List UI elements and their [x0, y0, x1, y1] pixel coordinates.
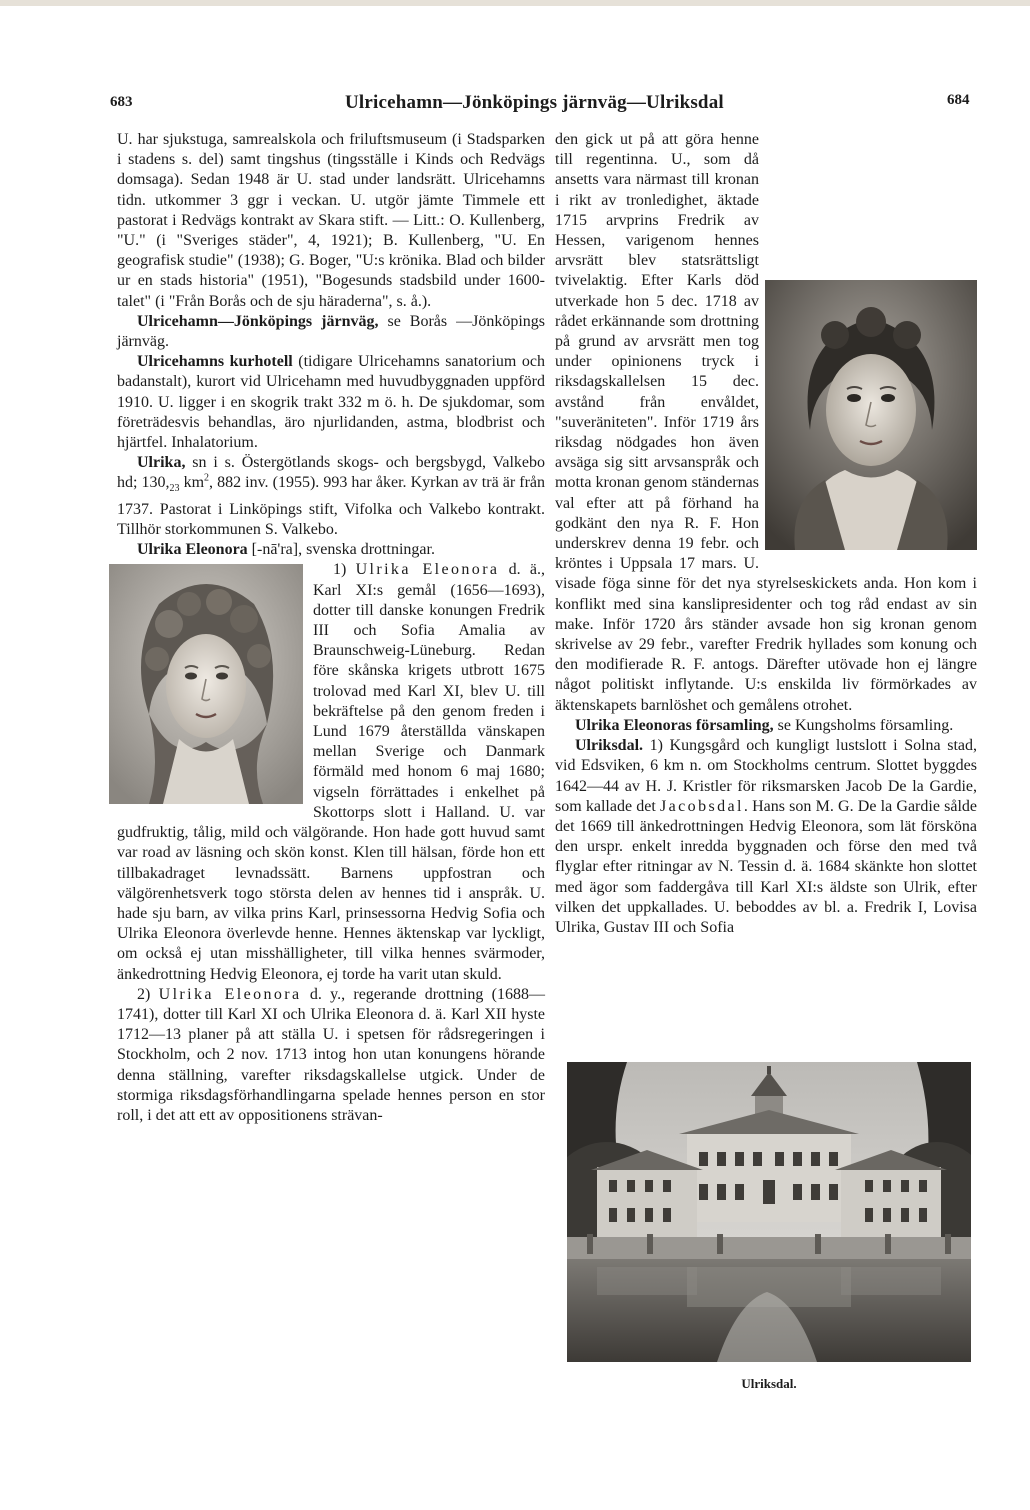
page-number-right: 684	[947, 92, 970, 108]
portrait-ulrika-eleonora-elder	[109, 564, 303, 804]
page-top-edge	[0, 0, 1030, 6]
paragraph-ulrika-eleonora-continued: den gick ut på att göra henne till regentinna. U., som då ansetts vara närmast till kronan i rikt av tronledighet, äktade 1715 arvprins Fredrik av Hessen, varigenom hennes arvsrätt blev statsrättsligt tvivelaktig. Efter Karls död utverkade hon 5 dec. 1718 av rådet erkännande som drottning på grund av arvsrätt men tog under opinionens tryck i riksdagskallelsen 15 dec. avstånd från envåldet, "suveräniteten". Inför 1719 års riksdag nödgades hon även avsäga sig sitt arvsanspråk och motta kronan genom ständernas val efter att på förhand ha godkänt den nya R. F. Hon underskrev denna 19 febr. och kröntes i Uppsala 17 mars. U. visade föga sinne för det nya styrelseskickets anda. Hon kom i konflikt med sina kanslipresidenter och tog råd endast av sin make. Inför 1720 års ständer avsade hon sig kronan genom skrivelse av 29 febr., varefter Fredrik hyllades som konung och den modifierade R. F. antogs. Därefter utövade hon ej längre något politiskt inflytande. U:s enskilda liv förmörkades av äktenskapets barnlöshet och gemålens otrohet.	[555, 131, 977, 714]
entry-headword: Ulricehamns kurhotell	[137, 353, 293, 371]
entry-headword: Ulrika,	[137, 454, 186, 472]
entry-ulrika-eleonora: Ulrika Eleonora [-nā'ra], svenska drottningar.	[137, 541, 435, 559]
entry-headword: Ulrika Eleonoras församling,	[575, 716, 774, 734]
paragraph-ulricehamn-end: U. har sjukstuga, samrealskola och friluftsmuseum (i Stadsparken i stadens s. del) samt tingshus (tingsställe i Kinds och Redvägs domsaga). Sedan 1948 är U. stad under landsrätt. Ulricehamns tidn. utkommer 3 ggr i veckan. U. utgör jämte Timmele ett pastorat i Redvägs kontrakt av Skara stift. — Litt.: O. Kullenberg, "U." (i "Sveriges städer", 4, 1921); B. Kullenberg, "U. En geografisk studie" (1938); G. Boger, "U:s krönika. Blad och bilder ur en stads historia" (1951), "Bogesunds stadsbild under 1600-talet" (i "Från Borås och de sju häraderna", s. å.).	[117, 131, 545, 310]
entry-headword: Ulrika Eleonora	[137, 541, 248, 559]
photo-caption: Ulriksdal.	[741, 1376, 797, 1391]
entry-ulrika-eleonora-younger: 2) Ulrika Eleonora d. y., regerande drottning (1688—1741), dotter till Karl XI och Ulrika Eleonora d. ä. Karl XII hyste 1712—13 planer på att ställa U. i spetsen för rådsregeringen i Stockholm, och 2 nov. 1713 intog hon utan konungens hörande denna ställning, varefter riksdagskallelse utgick. Under de stormiga riksdagsförhandlingarna spelade hennes person en stor roll, i det att ett av oppositionens strävan-	[117, 985, 546, 1124]
entry-ulriksdal: Ulriksdal. 1) Kungsgård och kungligt lustslott i Solna stad, vid Edsviken, 6 km n. om Stockholms centrum. Slottet byggdes 1642—44 av H. J. Kristler för riksmarsken Jacob De la Gardie, som kallade det Jacobsdal. Hans son M. G. De la Gardie sålde det 1669 till änkedrottningen Hedvig Eleonora, som lät försköna den urspr. enkelt inredda byggnaden och förse den med två flyglar efter ritningar av N. Tessin d. ä. 1684 skänkte hon slottet med ägor som faddergåva till Karl XI:s äldste son Ulrik, efter vilken det uppkallades. U. beboddes av bl. a. Fredrik I, Lovisa Ulrika, Gustav III och Sofia	[555, 737, 978, 936]
entry-ulrika-eleonora-elder: 1) Ulrika Eleonora d. ä., Karl XI:s gemål (1656—1693), dotter till danske konungen Fredrik III och Sofia Amalia av Braunschweig-Lüneburg. Redan före skånska krigets utbrott 1675 trolovad med Karl XI, blev U. till bekräftelse på den genom freden i Lund 1679 återställda vänskapen mellan Sverige och Danmark förmäld med honom 6 maj 1680; vigseln förrättades i enkelhet på Skottorps slott i Halland. U. var gudfruktig, tålig, mild och välgörande. Hon hade gott huvud samt var road av läsning och skön konst. Klen till hälsan, förde hon ett tillbakadraget levnadssätt. Barnens uppfostran och välgörenhetsverk togo största delen av hennes tid i anspråk. U. hade sju barn, av vilka prins Karl, prinsessorna Hedvig Sofia och Ulrika Eleonora överlevde henne. Hennes äktenskap var lyckligt, om också ej utan misshälligheter, till vilka hennes svärmoder, änkedrottning Hedvig Eleonora, ej torde ha varit utan skuld.	[117, 560, 545, 984]
entry-ulrika-eleonoras-forsamling: Ulrika Eleonoras församling, se Kungsholms församling.	[575, 716, 954, 734]
photo-ulriksdal-castle	[567, 1062, 971, 1362]
entry-headword: Ulricehamn—Jönköpings järnväg,	[137, 312, 379, 330]
portrait-ulrika-eleonora-younger	[765, 280, 977, 550]
entry-headword: Ulriksdal.	[575, 737, 644, 755]
entry-ulrika-parish: Ulrika, sn i s. Östergötlands skogs- och bergsbygd, Valkebo hd; $130,_{23}$ $km^2$, 882 inv. (1955). 993 har åker. Kyrkan av trä är från 1737. Pastorat i Linköpings stift, Vifolka och Valkebo kontrakt. Tillhör storkommunen S. Valkebo.	[117, 454, 545, 539]
entry-ulricehamns-kurhotell: Ulricehamns kurhotell (tidigare Ulricehamns sanatorium och badanstalt), kurort vid Ulricehamn med huvudbyggnaden uppförd 1910. U. ligger i en skogrik trakt 332 m ö. h. De sjukdomar, som företrädesvis behandlas, äro njurlidanden, astma, blodbrist och hjärtfel. Inhalatorium.	[117, 353, 546, 452]
running-title: Ulricehamn—Jönköpings järnväg—Ulriksdal	[345, 92, 724, 113]
entry-ulricehamn-jonkoping: Ulricehamn—Jönköpings järnväg, se Borås —Jönköpings järnväg.	[117, 312, 545, 351]
left-column	[117, 130, 545, 1420]
page-number-left: 683	[110, 94, 133, 110]
running-header	[0, 92, 1030, 122]
castle-photo-image	[567, 1062, 971, 1362]
